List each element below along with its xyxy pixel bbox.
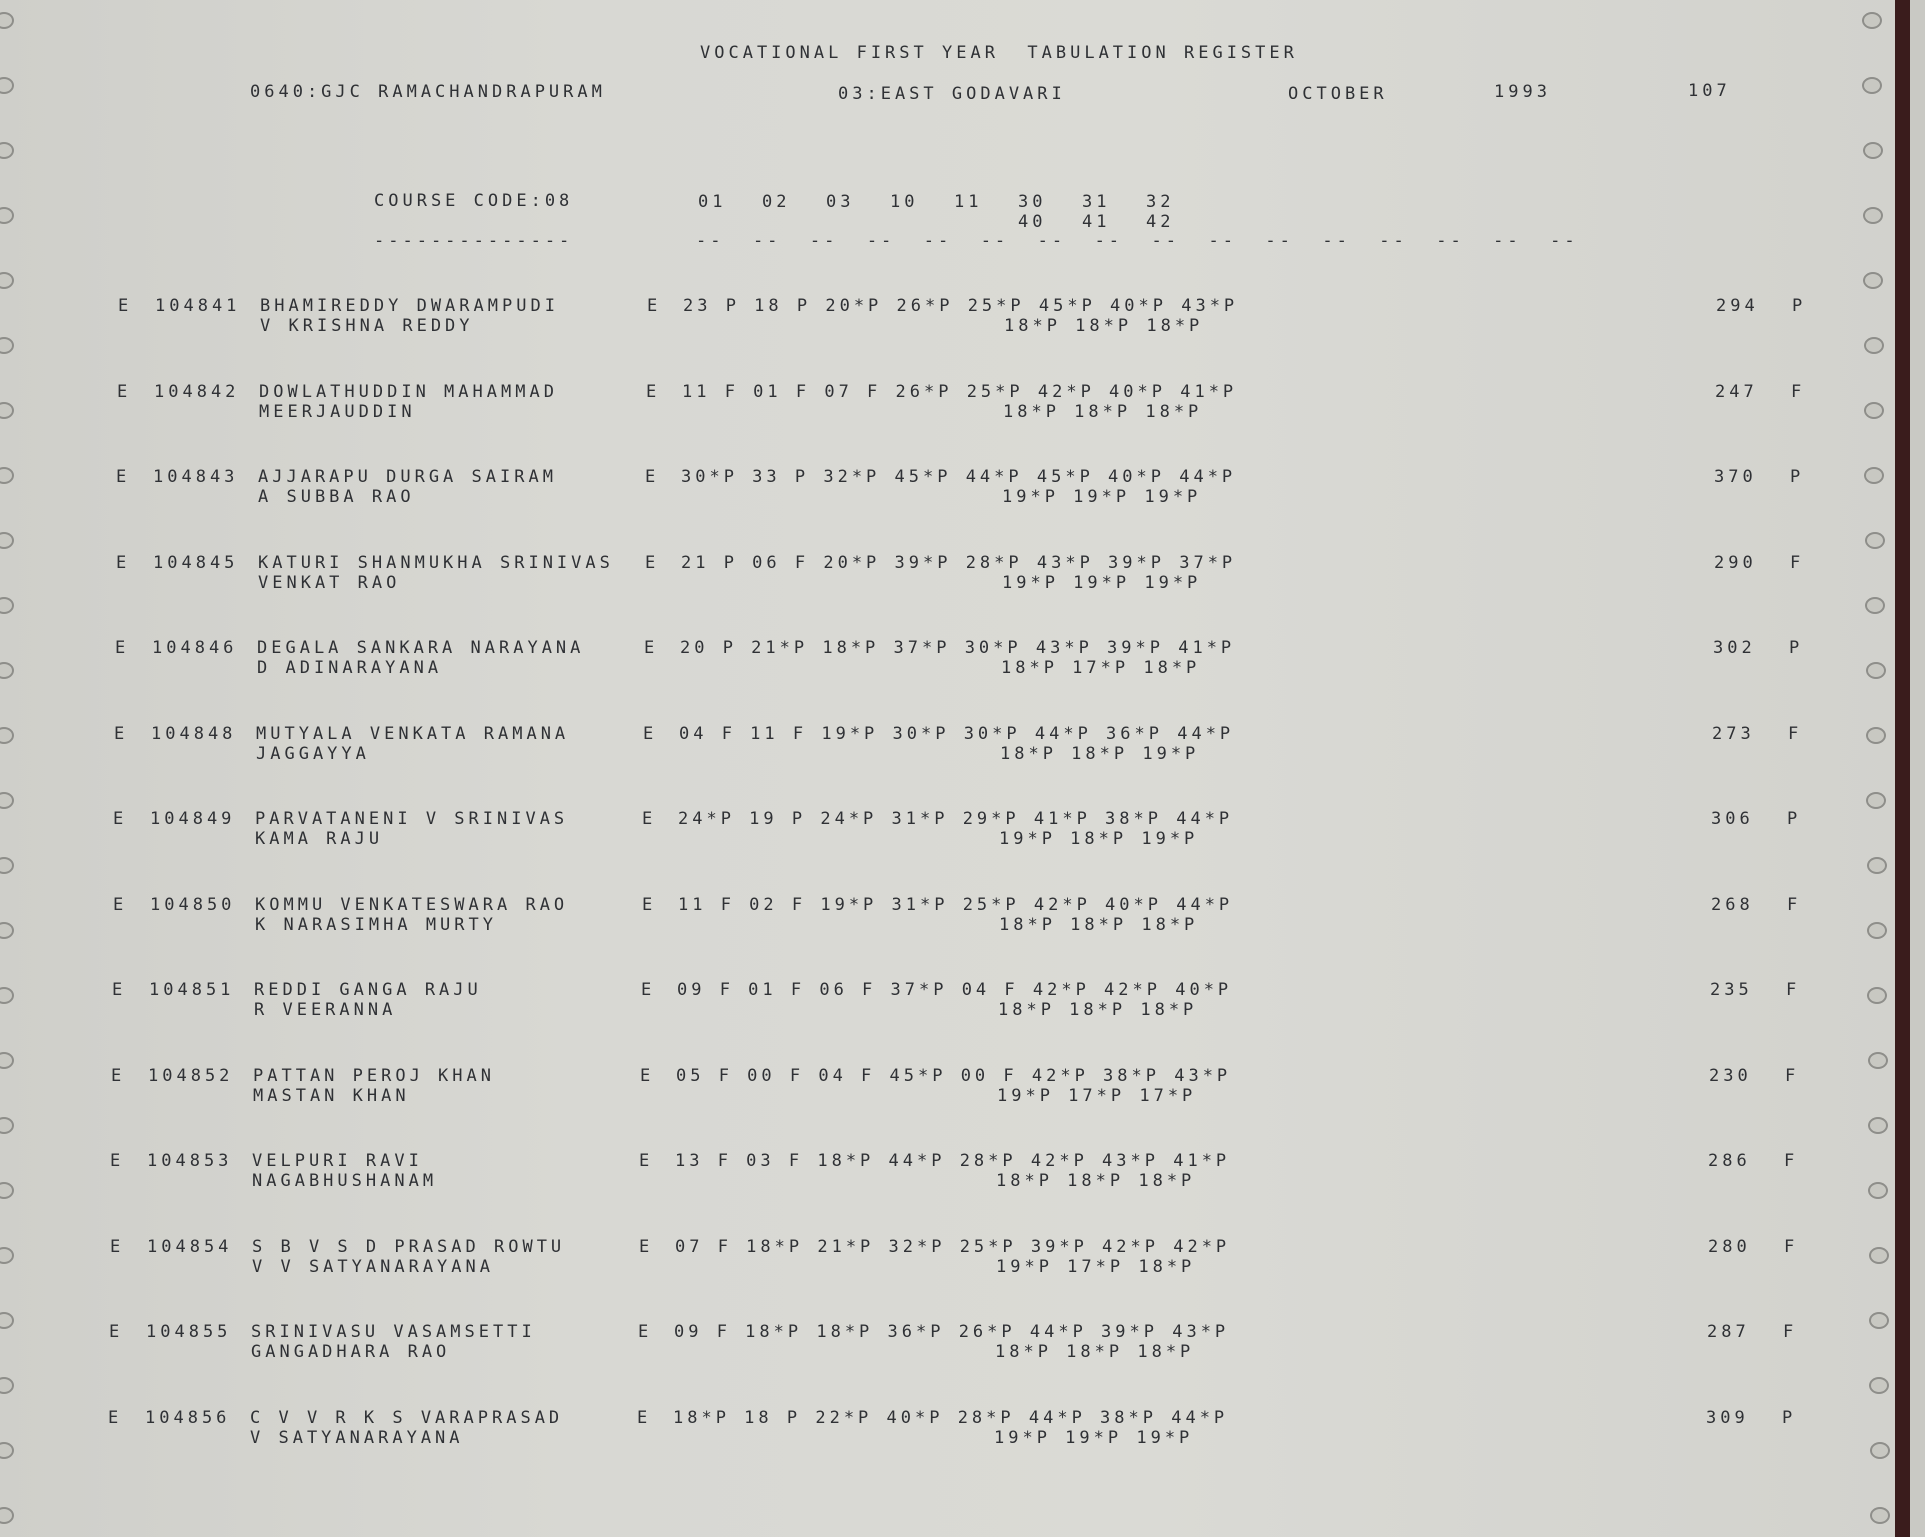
subject-code: 40	[1018, 212, 1047, 232]
total-marks: 273	[1712, 723, 1755, 744]
marks-line-2: 18*P 18*P 18*P	[1004, 316, 1204, 336]
marks-line-1: 04 F 11 F 19*P 30*P 30*P 44*P 36*P 44*P	[679, 723, 1235, 744]
feed-hole	[0, 1312, 14, 1329]
parent-name: V KRISHNA REDDY	[260, 316, 474, 336]
feed-hole	[0, 922, 14, 939]
subject-code: 02	[762, 192, 791, 212]
student-medium: E	[115, 638, 130, 658]
feed-hole	[1866, 792, 1886, 809]
feed-hole	[0, 1052, 14, 1069]
student-name: KOMMU VENKATESWARA RAO	[255, 894, 569, 915]
feed-hole	[1868, 1117, 1888, 1134]
roll-number: 104855	[146, 1322, 232, 1342]
parent-name: KAMA RAJU	[255, 829, 384, 849]
marks-line-1: 24*P 19 P 24*P 31*P 29*P 41*P 38*P 44*P	[678, 809, 1234, 829]
feed-hole	[1864, 337, 1884, 354]
roll-number: 104849	[150, 809, 236, 829]
marks-line-2: 18*P 17*P 18*P	[1001, 658, 1201, 678]
student-name: SRINIVASU VASAMSETTI	[251, 1322, 536, 1342]
result-status: F	[1786, 980, 1801, 1000]
student-name: AJJARAPU DURGA SAIRAM	[258, 467, 557, 487]
student-name: PARVATANENI V SRINIVAS	[255, 809, 569, 829]
parent-name: K NARASIMHA MURTY	[255, 914, 497, 935]
student-medium: E	[113, 894, 128, 915]
feed-hole	[0, 857, 14, 874]
feed-hole	[0, 727, 14, 744]
feed-hole	[1863, 207, 1883, 224]
roll-number: 104853	[147, 1151, 233, 1171]
exam-medium: E	[645, 467, 660, 487]
exam-medium: E	[637, 1407, 652, 1428]
student-medium: E	[116, 467, 131, 487]
student-medium: E	[117, 381, 132, 402]
total-marks: 370	[1714, 467, 1757, 487]
result-status: P	[1787, 809, 1802, 829]
marks-line-1: 23 P 18 P 20*P 26*P 25*P 45*P 40*P 43*P	[683, 296, 1239, 316]
marks-line-1: 07 F 18*P 21*P 32*P 25*P 39*P 42*P 42*P	[675, 1236, 1231, 1257]
marks-line-2: 18*P 18*P 18*P	[996, 1171, 1196, 1191]
page-number: 107	[1688, 81, 1731, 101]
roll-number: 104851	[149, 980, 235, 1000]
left-tractor-holes	[0, 0, 24, 1537]
feed-hole	[0, 272, 14, 289]
feed-hole	[1864, 402, 1884, 419]
marks-line-1: 09 F 18*P 18*P 36*P 26*P 44*P 39*P 43*P	[674, 1322, 1230, 1342]
feed-hole	[0, 597, 14, 614]
total-marks: 290	[1714, 552, 1757, 573]
parent-name: MASTAN KHAN	[253, 1085, 410, 1106]
exam-medium: E	[639, 1236, 654, 1257]
parent-name: A SUBBA RAO	[258, 487, 415, 507]
feed-hole	[1866, 662, 1886, 679]
exam-month: OCTOBER	[1288, 84, 1388, 104]
marks-line-1: 21 P 06 F 20*P 39*P 28*P 43*P 39*P 37*P	[681, 552, 1237, 573]
marks-line-2: 18*P 18*P 18*P	[995, 1342, 1195, 1362]
feed-hole	[1868, 1182, 1888, 1199]
parent-name: GANGADHARA RAO	[251, 1342, 451, 1362]
column-dashes: -- -- -- -- -- -- -- -- -- -- -- -- -- -- -- --	[696, 231, 1579, 251]
exam-medium: E	[638, 1322, 653, 1342]
roll-number: 104856	[145, 1407, 231, 1428]
marks-line-2: 18*P 18*P 19*P	[1000, 743, 1200, 764]
feed-hole	[0, 467, 14, 484]
college-name: 0640:GJC RAMACHANDRAPURAM	[250, 82, 606, 102]
marks-line-1: 18*P 18 P 22*P 40*P 28*P 44*P 38*P 44*P	[673, 1407, 1229, 1428]
feed-hole	[0, 1117, 14, 1134]
feed-hole	[1868, 1052, 1888, 1069]
feed-hole	[1867, 922, 1887, 939]
marks-line-2: 19*P 17*P 17*P	[997, 1085, 1197, 1106]
exam-medium: E	[639, 1151, 654, 1171]
student-medium: E	[111, 1065, 126, 1086]
parent-name: JAGGAYYA	[256, 743, 370, 764]
student-name: VELPURI RAVI	[252, 1151, 423, 1171]
result-status: F	[1785, 1065, 1800, 1086]
exam-medium: E	[642, 809, 657, 829]
feed-hole	[0, 142, 14, 159]
student-name: PATTAN PEROJ KHAN	[253, 1065, 495, 1086]
exam-medium: E	[641, 980, 656, 1000]
feed-hole	[0, 1182, 14, 1199]
district-name: 03:EAST GODAVARI	[838, 84, 1066, 104]
feed-hole	[0, 987, 14, 1004]
total-marks: 306	[1711, 809, 1754, 829]
student-medium: E	[108, 1407, 123, 1428]
marks-line-2: 19*P 17*P 18*P	[996, 1256, 1196, 1277]
roll-number: 104854	[147, 1236, 233, 1257]
feed-hole	[1869, 1312, 1889, 1329]
parent-name: D ADINARAYANA	[257, 658, 443, 678]
subject-code: 11	[954, 192, 983, 212]
student-medium: E	[110, 1151, 125, 1171]
feed-hole	[0, 337, 14, 354]
feed-hole	[1870, 1507, 1890, 1524]
exam-medium: E	[640, 1065, 655, 1086]
parent-name: VENKAT RAO	[258, 572, 401, 593]
feed-hole	[0, 532, 14, 549]
subject-code: 31	[1082, 192, 1111, 212]
feed-hole	[0, 207, 14, 224]
marks-line-1: 30*P 33 P 32*P 45*P 44*P 45*P 40*P 44*P	[681, 467, 1237, 487]
course-underline: --------------	[374, 231, 574, 251]
roll-number: 104842	[154, 381, 240, 402]
total-marks: 280	[1708, 1236, 1751, 1257]
feed-hole	[1864, 467, 1884, 484]
student-name: KATURI SHANMUKHA SRINIVAS	[258, 552, 614, 573]
exam-medium: E	[642, 894, 657, 915]
student-medium: E	[110, 1236, 125, 1257]
feed-hole	[1869, 1377, 1889, 1394]
student-name: S B V S D PRASAD ROWTU	[252, 1236, 566, 1257]
student-name: BHAMIREDDY DWARAMPUDI	[260, 296, 559, 316]
marks-line-1: 11 F 01 F 07 F 26*P 25*P 42*P 40*P 41*P	[682, 381, 1238, 402]
right-tractor-holes	[1862, 0, 1892, 1537]
student-medium: E	[116, 552, 131, 573]
feed-hole	[1865, 532, 1885, 549]
total-marks: 294	[1716, 296, 1759, 316]
result-status: F	[1788, 723, 1803, 744]
feed-hole	[1862, 77, 1882, 94]
exam-medium: E	[646, 381, 661, 402]
subject-code: 01	[698, 192, 727, 212]
marks-line-2: 19*P 19*P 19*P	[1002, 572, 1202, 593]
marks-line-2: 18*P 18*P 18*P	[999, 914, 1199, 935]
parent-name: MEERJAUDDIN	[259, 401, 416, 422]
feed-hole	[0, 792, 14, 809]
course-code: COURSE CODE:08	[374, 191, 574, 211]
total-marks: 230	[1709, 1065, 1752, 1086]
feed-hole	[0, 1507, 14, 1524]
feed-hole	[0, 77, 14, 94]
result-status: F	[1787, 894, 1802, 915]
roll-number: 104848	[151, 723, 237, 744]
marks-line-2: 19*P 18*P 19*P	[999, 829, 1199, 849]
student-medium: E	[109, 1322, 124, 1342]
total-marks: 287	[1707, 1322, 1750, 1342]
result-status: F	[1791, 381, 1806, 402]
feed-hole	[1863, 272, 1883, 289]
subject-code: 32	[1146, 192, 1175, 212]
total-marks: 309	[1706, 1407, 1749, 1428]
register-title: VOCATIONAL FIRST YEAR TABULATION REGISTER	[700, 43, 1298, 63]
roll-number: 104841	[155, 296, 241, 316]
feed-hole	[1862, 12, 1882, 29]
result-status: P	[1789, 638, 1804, 658]
parent-name: V V SATYANARAYANA	[252, 1256, 494, 1277]
total-marks: 302	[1713, 638, 1756, 658]
subject-code: 30	[1018, 192, 1047, 212]
marks-line-1: 20 P 21*P 18*P 37*P 30*P 43*P 39*P 41*P	[680, 638, 1236, 658]
marks-line-1: 05 F 00 F 04 F 45*P 00 F 42*P 38*P 43*P	[676, 1065, 1232, 1086]
student-medium: E	[113, 809, 128, 829]
feed-hole	[1870, 1442, 1890, 1459]
result-status: F	[1784, 1151, 1799, 1171]
paper-edge	[1895, 0, 1910, 1537]
feed-hole	[1867, 987, 1887, 1004]
marks-line-1: 13 F 03 F 18*P 44*P 28*P 42*P 43*P 41*P	[675, 1151, 1231, 1171]
feed-hole	[0, 402, 14, 419]
subject-code: 03	[826, 192, 855, 212]
feed-hole	[0, 662, 14, 679]
subject-code: 10	[890, 192, 919, 212]
marks-line-2: 19*P 19*P 19*P	[994, 1427, 1194, 1448]
parent-name: NAGABHUSHANAM	[252, 1171, 438, 1191]
marks-line-1: 11 F 02 F 19*P 31*P 25*P 42*P 40*P 44*P	[678, 894, 1234, 915]
result-status: P	[1790, 467, 1805, 487]
total-marks: 235	[1710, 980, 1753, 1000]
marks-line-2: 19*P 19*P 19*P	[1002, 487, 1202, 507]
roll-number: 104843	[153, 467, 239, 487]
feed-hole	[0, 1247, 14, 1264]
feed-hole	[1865, 597, 1885, 614]
roll-number: 104850	[150, 894, 236, 915]
feed-hole	[0, 1377, 14, 1394]
student-name: DOWLATHUDDIN MAHAMMAD	[259, 381, 558, 402]
parent-name: V SATYANARAYANA	[250, 1427, 464, 1448]
roll-number: 104846	[152, 638, 238, 658]
exam-medium: E	[643, 723, 658, 744]
feed-hole	[1863, 142, 1883, 159]
feed-hole	[1869, 1247, 1889, 1264]
marks-line-2: 18*P 18*P 18*P	[1003, 401, 1203, 422]
student-name: REDDI GANGA RAJU	[254, 980, 482, 1000]
student-medium: E	[112, 980, 127, 1000]
roll-number: 104852	[148, 1065, 234, 1086]
result-status: F	[1783, 1322, 1798, 1342]
student-name: DEGALA SANKARA NARAYANA	[257, 638, 585, 658]
total-marks: 247	[1715, 381, 1758, 402]
total-marks: 268	[1711, 894, 1754, 915]
result-status: F	[1784, 1236, 1799, 1257]
student-name: C V V R K S VARAPRASAD	[250, 1407, 564, 1428]
feed-hole	[0, 12, 14, 29]
result-status: F	[1790, 552, 1805, 573]
roll-number: 104845	[153, 552, 239, 573]
subject-code: 41	[1082, 212, 1111, 232]
student-medium: E	[118, 296, 133, 316]
feed-hole	[1867, 857, 1887, 874]
student-name: MUTYALA VENKATA RAMANA	[256, 723, 570, 744]
exam-medium: E	[644, 638, 659, 658]
exam-medium: E	[647, 296, 662, 316]
exam-year: 1993	[1494, 82, 1551, 102]
feed-hole	[1866, 727, 1886, 744]
marks-line-2: 18*P 18*P 18*P	[998, 1000, 1198, 1020]
marks-line-1: 09 F 01 F 06 F 37*P 04 F 42*P 42*P 40*P	[677, 980, 1233, 1000]
student-medium: E	[114, 723, 129, 744]
result-status: P	[1792, 296, 1807, 316]
feed-hole	[0, 1442, 14, 1459]
total-marks: 286	[1708, 1151, 1751, 1171]
result-status: P	[1782, 1407, 1797, 1428]
parent-name: R VEERANNA	[254, 1000, 397, 1020]
exam-medium: E	[645, 552, 660, 573]
subject-code: 42	[1146, 212, 1175, 232]
